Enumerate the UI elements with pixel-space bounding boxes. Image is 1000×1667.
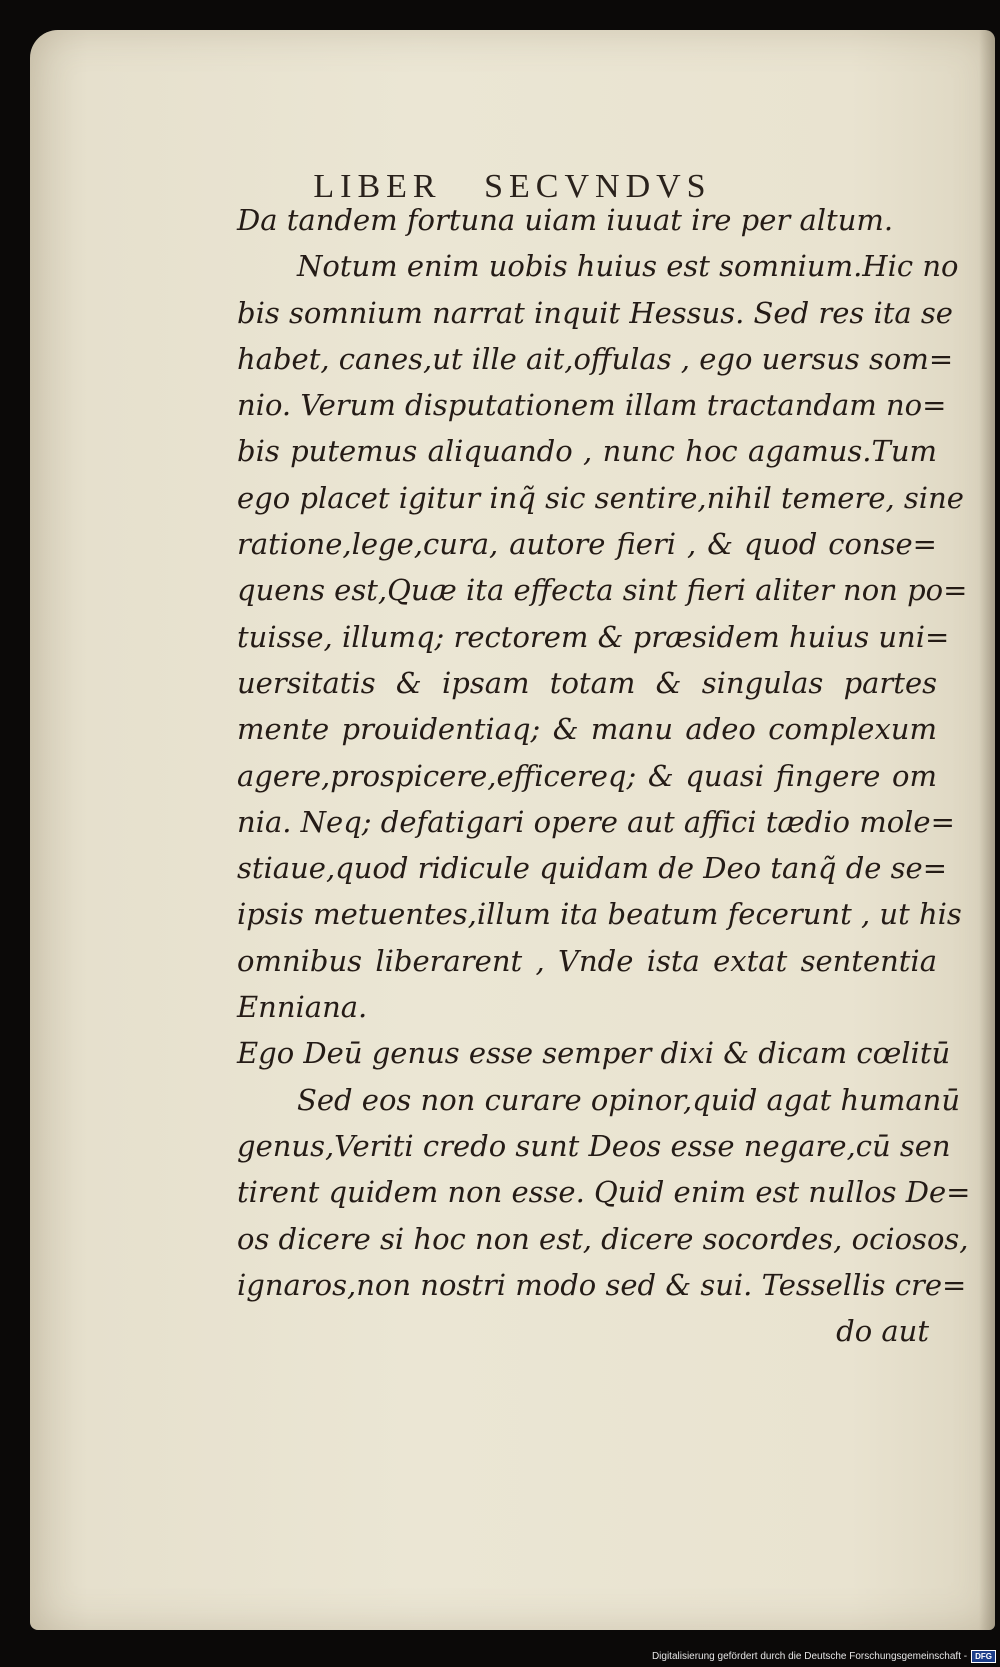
text-line: ego placet igitur inq̃ sic sentire,nihil temere, sine <box>237 480 964 515</box>
text-line: tirent quidem non esse. Quid enim est nullos De= <box>237 1175 971 1210</box>
text-line: bis putemus aliquando , nunc hoc agamus.Tum <box>237 434 937 469</box>
text-line: omnibus liberarent , Vnde ista extat sententia <box>237 943 937 978</box>
text-line: bis somnium narrat inquit Hessus. Sed res ita se <box>237 295 953 330</box>
text-line: genus,Veriti credo sunt Deos esse negare,cū sen <box>237 1128 951 1163</box>
text-line: quens est,Quæ ita effecta sint fieri aliter non po= <box>237 573 968 608</box>
text-line: agere,prospicere,efficereq; & quasi fingere om <box>237 758 937 793</box>
text-line: uersitatis & ipsam totam & singulas partes <box>237 665 937 700</box>
text-line: nia. Neq; defatigari opere aut affici tædio mole= <box>237 804 955 839</box>
digitization-credit <box>652 1650 996 1663</box>
catchword: do aut <box>836 1314 929 1349</box>
verse-line: Ego Deū genus esse semper dixi & dicam cœlitū <box>237 1036 951 1071</box>
credit-text: Digitalisierung gefördert durch die Deutsche Forschungsgemeinschaft - <box>651 1651 968 1662</box>
page-edge-shadow <box>979 30 995 1630</box>
text-line: Enniana. <box>237 990 368 1025</box>
text-line: ignaros,non nostri modo sed & sui. Tessellis cre= <box>237 1267 967 1302</box>
running-head-secvndvs: SECVNDVS <box>484 168 712 205</box>
text-line: nio. Verum disputationem illam tractandam no= <box>237 388 947 423</box>
verse-line: Sed eos non curare opinor,quid agat humanū <box>297 1082 961 1117</box>
text-line: Da tandem fortuna uiam iuuat ire per altum. <box>237 203 894 237</box>
text-line: os dicere si hoc non est, dicere socordes, ociosos, <box>237 1221 969 1256</box>
text-line: ipsis metuentes,illum ita beatum fecerunt , ut his <box>237 897 962 932</box>
text-line: habet, canes,ut ille ait,offulas , ego uersus som= <box>237 341 954 376</box>
running-head-liber: LIBER <box>313 168 442 205</box>
text-line: mente prouidentiaq; & manu adeo complexum <box>237 712 937 747</box>
dfg-logo: DFG <box>971 1650 996 1663</box>
body-text <box>237 197 971 1354</box>
text-line: tuisse, illumq; rectorem & præsidem huius uni= <box>237 619 950 654</box>
text-line: Notum enim uobis huius est somnium.Hic no <box>297 249 959 284</box>
text-line: ratione,lege,cura, autore fieri , & quod conse= <box>237 527 937 562</box>
text-line: stiaue,quod ridicule quidam de Deo tanq̃ de se= <box>237 851 948 886</box>
